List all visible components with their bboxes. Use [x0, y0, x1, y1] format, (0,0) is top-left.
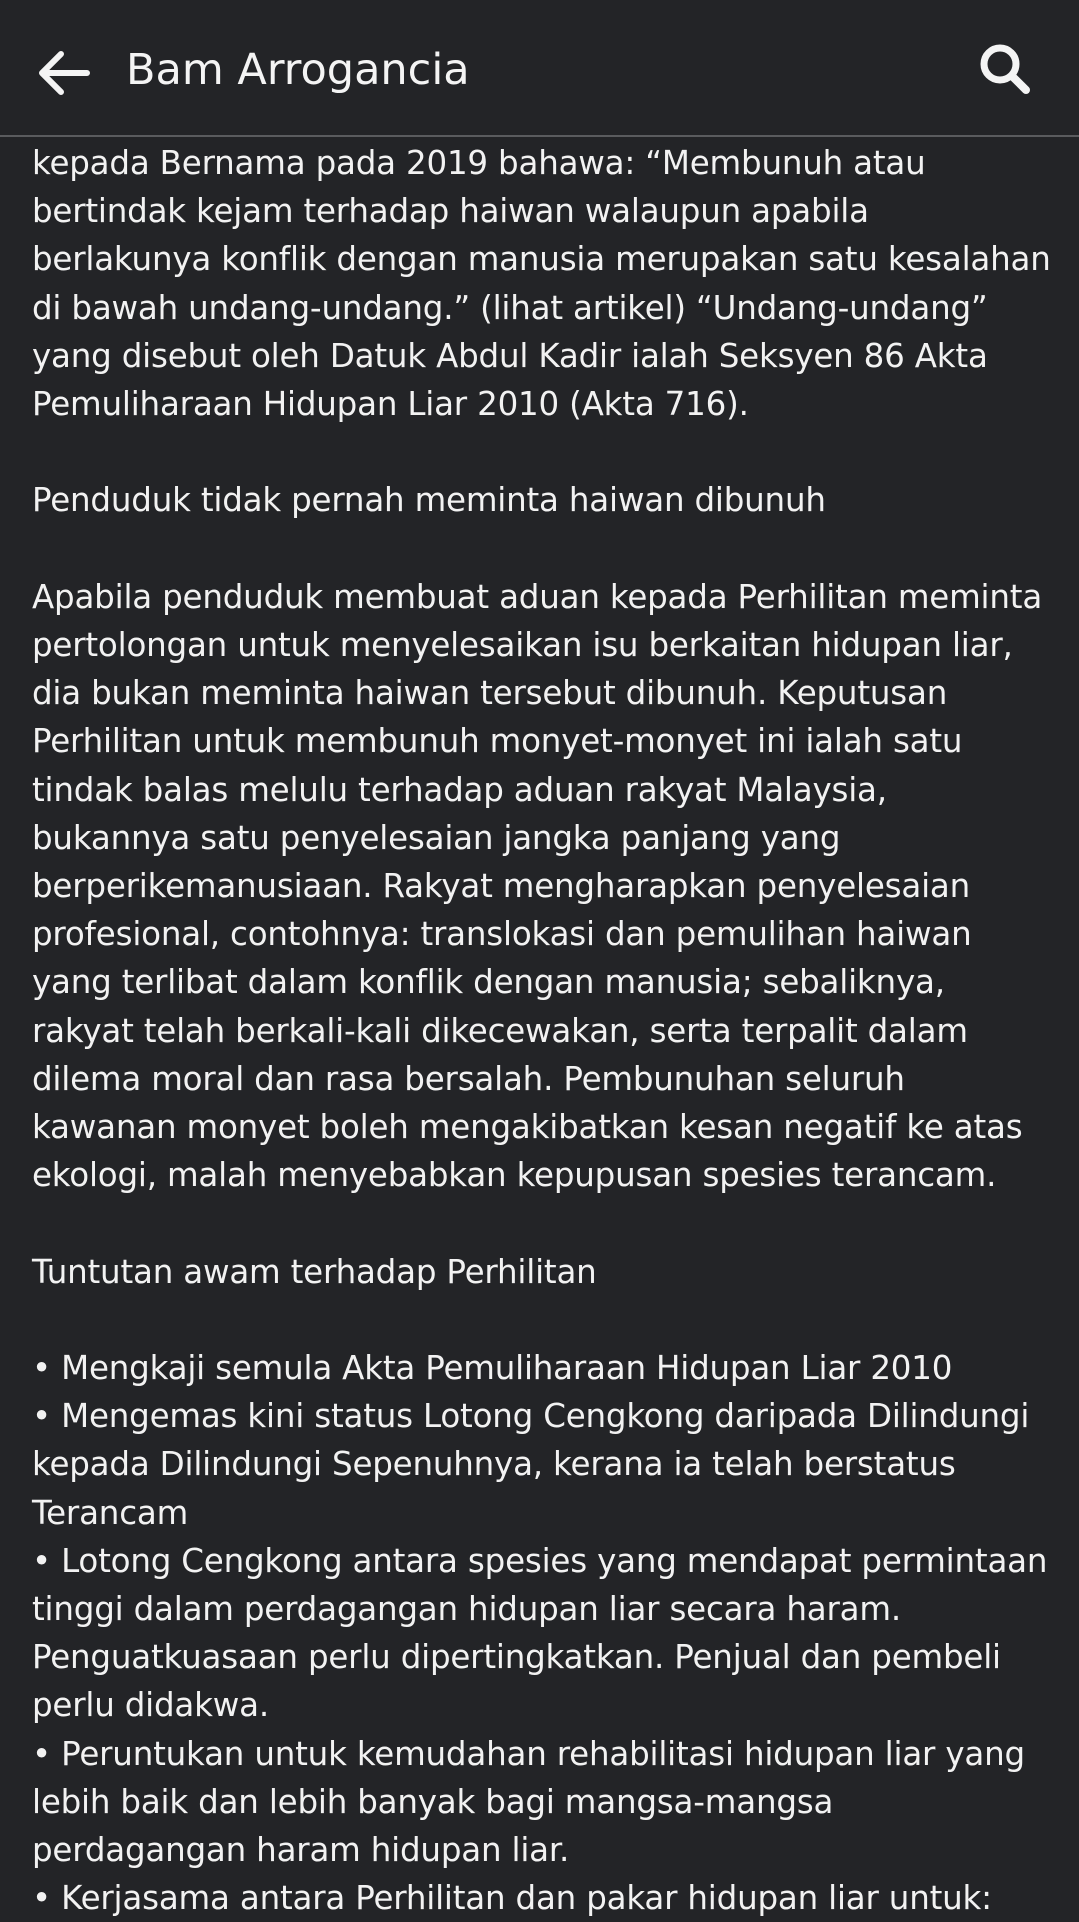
spacer: [32, 525, 1052, 573]
back-button[interactable]: [28, 38, 98, 108]
list-item: • Peruntukan untuk kemudahan rehabilitasi hidupan liar yang lebih baik dan lebih banyak bagi mangsa-mangsa perdagangan haram hidupan liar.: [32, 1734, 1036, 1870]
spacer: [32, 1296, 1052, 1344]
spacer: [32, 428, 1052, 476]
arrow-left-icon: [35, 48, 91, 98]
list-item: • Mengkaji semula Akta Pemuliharaan Hidupan Liar 2010: [32, 1349, 953, 1388]
section-heading-residents: Penduduk tidak pernah meminta haiwan dibunuh: [32, 481, 826, 520]
search-icon: [976, 40, 1034, 98]
list-item: • Mengemas kini status Lotong Cengkong daripada Dilindungi kepada Dilindungi Sepenuhnya, kerana ia telah berstatus Terancam: [32, 1397, 1040, 1532]
spacer: [32, 1199, 1052, 1247]
article-content[interactable]: [32, 139, 1061, 1918]
app-bar: [0, 0, 1079, 137]
section-heading-demands: Tuntutan awam terhadap Perhilitan: [32, 1252, 597, 1291]
paragraph-intro: kepada Bernama pada 2019 bahawa: “Membunuh atau bertindak kejam terhadap haiwan walaupun apabila berlakunya konflik dengan manusia merupakan satu kesalahan di bawah undang-undang.” (lihat artikel) “Undang-undang” yang disebut oleh Datuk Abdul Kadir ialah Seksyen 86 Akta Pemuliharaan Hidupan Liar 2010 (Akta 716).: [32, 144, 1061, 424]
paragraph-complaints: Apabila penduduk membuat aduan kepada Perhilitan meminta pertolongan untuk menyelesaikan isu berkaitan hidupan liar, dia bukan meminta haiwan tersebut dibunuh. Keputusan Perhilitan untuk membunuh monyet-monyet ini ialah satu tindak balas melulu terhadap aduan rakyat Malaysia, bukannya satu penyelesaian jangka panjang yang berperikemanusiaan. Rakyat mengharapkan penyelesaian profesional, contohnya: translokasi dan pemulihan haiwan yang terlibat dalam konflik dengan manusia; sebaliknya, rakyat telah berkali-kali dikecewakan, serta terpalit dalam dilema moral dan rasa bersalah. Pembunuhan seluruh kawanan monyet boleh mengakibatkan kesan negatif ke atas ekologi, malah menyebabkan kepupusan spesies terancam.: [32, 577, 1053, 1195]
list-item: • Kerjasama antara Perhilitan dan pakar hidupan liar untuk:: [32, 1879, 992, 1918]
page-title: Bam Arrogancia: [126, 45, 470, 95]
list-item: • Lotong Cengkong antara spesies yang mendapat permintaan tinggi dalam perdagangan hidupan liar secara haram. Penguatkuasaan perlu dipertingkatkan. Penjual dan pembeli perlu didakwa.: [32, 1541, 1058, 1725]
search-button[interactable]: [970, 34, 1040, 104]
